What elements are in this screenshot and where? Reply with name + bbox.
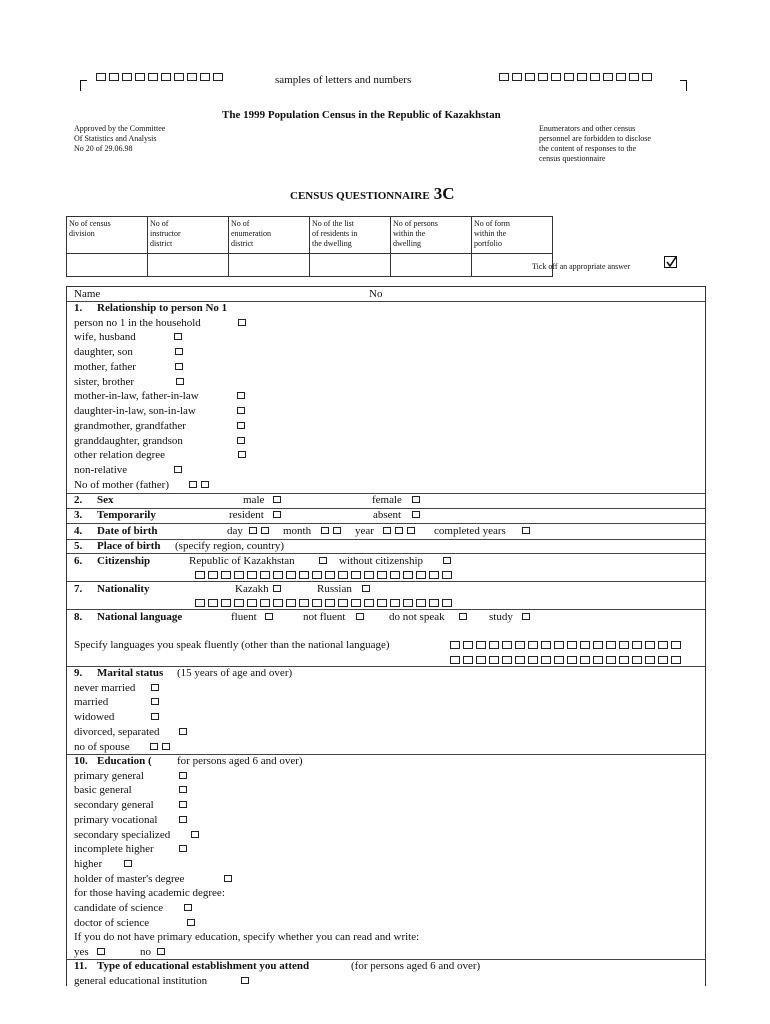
q10-checkbox[interactable] [187,919,195,926]
q9-checkbox[interactable] [162,743,170,750]
q1-option: No of mother (father) [74,479,169,491]
q6-number: 6. [74,555,83,567]
q11-option: general educational institution [74,975,208,987]
code-box[interactable] [312,571,322,579]
code-box[interactable] [619,641,629,649]
q10-option: secondary specialized [74,829,171,841]
q2-title: Sex [97,494,114,506]
q2-option-female: female [372,494,402,506]
code-box[interactable] [299,571,309,579]
code-box[interactable] [195,599,205,607]
code-box[interactable] [325,599,335,607]
col-line: district [150,239,173,248]
code-box[interactable] [554,641,564,649]
code-box[interactable] [416,599,426,607]
code-box[interactable] [476,641,486,649]
notice-line: the content of responses to the [539,144,637,153]
q3-number: 3. [74,509,83,521]
year-box[interactable] [407,527,415,534]
code-box[interactable] [541,641,551,649]
divider [67,581,705,582]
sample-box [538,73,548,81]
field-persons-in-dwelling[interactable] [391,254,472,277]
tick-instruction: Tick off an appropriate answer [532,262,631,271]
q5-title: Place of birth [97,540,161,552]
q10-checkbox[interactable] [179,772,187,779]
code-box[interactable] [671,641,681,649]
code-box[interactable] [632,641,642,649]
q1-checkbox[interactable] [189,481,197,488]
code-box[interactable] [208,571,218,579]
field-enumeration-district[interactable] [229,254,310,277]
code-box[interactable] [273,599,283,607]
q4-title: Date of birth [97,525,158,537]
code-box[interactable] [377,571,387,579]
code-box[interactable] [195,571,205,579]
identification-table [66,216,553,277]
approval-line: Approved by the Committee [74,124,166,133]
sample-box [122,73,132,81]
col-line: division [69,229,95,238]
q1-option: mother-in-law, father-in-law [74,390,199,402]
code-box[interactable] [442,599,452,607]
q8-title: National language [97,611,183,623]
q1-option: mother, father [74,361,136,373]
code-box[interactable] [528,656,538,664]
code-box[interactable] [351,571,361,579]
absent-checkbox[interactable] [412,511,420,518]
code-box[interactable] [338,599,348,607]
code-box[interactable] [364,571,374,579]
sample-box [590,73,600,81]
q9-option: divorced, separated [74,726,160,738]
samples-label: samples of letters and numbers [275,74,412,86]
q9-option: no of spouse [74,741,130,753]
q1-option: sister, brother [74,376,135,388]
code-box[interactable] [403,571,413,579]
code-box[interactable] [390,571,400,579]
col-line: dwelling [393,239,421,248]
q10-option: primary vocational [74,814,158,826]
code-box[interactable] [325,571,335,579]
col-line: enumeration [231,229,271,238]
q4-number: 4. [74,525,83,537]
sample-box [616,73,626,81]
col-form-in-portfolio [472,217,553,254]
col-instructor-district [148,217,229,254]
q10-checkbox[interactable] [179,816,187,823]
q1-checkbox[interactable] [237,392,245,399]
month-box[interactable] [321,527,329,534]
col-line: No of census [69,219,111,228]
code-box[interactable] [260,599,270,607]
q3-option-resident: resident [229,509,264,521]
nationality-kazakh-checkbox[interactable] [273,585,281,592]
divider [67,539,705,540]
q8-option-fluent: fluent [231,611,257,623]
sample-box [148,73,158,81]
q9-checkbox[interactable] [151,713,159,720]
q10-checkbox[interactable] [179,845,187,852]
q10-checkbox[interactable] [191,831,199,838]
col-list-of-residents [310,217,391,254]
not-fluent-checkbox[interactable] [356,613,364,620]
code-box[interactable] [658,641,668,649]
sample-letter-boxes [96,73,223,81]
sample-box [603,73,613,81]
questionnaire-title [290,184,454,204]
code-box[interactable] [403,599,413,607]
q9-checkbox[interactable] [151,698,159,705]
q5-number: 5. [74,540,83,552]
q8-specify: Specify languages you speak fluently (other than the national language) [74,639,390,651]
code-box[interactable] [442,571,452,579]
q9-note: (15 years of age and over) [177,667,293,679]
study-checkbox[interactable] [522,613,530,620]
col-line: instructor [150,229,181,238]
nationality-russian-checkbox[interactable] [362,585,370,592]
q9-number: 9. [74,667,83,679]
census-title: The 1999 Population Census in the Republic of Kazakhstan [222,109,501,121]
code-box[interactable] [338,571,348,579]
divider [67,609,705,610]
q1-number: 1. [74,302,83,314]
do-not-speak-checkbox[interactable] [459,613,467,620]
q7-option-kazakh: Kazakh [235,583,269,595]
notice-line: census questionnaire [539,154,606,163]
q1-checkbox[interactable] [237,437,245,444]
day-box[interactable] [249,527,257,534]
female-checkbox[interactable] [412,496,420,503]
q11-checkbox[interactable] [241,977,249,984]
q6-option-none: without citizenship [339,555,424,567]
citizenship-code-boxes[interactable] [195,571,452,579]
approval-note [74,124,165,154]
code-box[interactable] [619,656,629,664]
q2-number: 2. [74,494,83,506]
code-box[interactable] [234,599,244,607]
col-line: district [231,239,254,248]
sample-box [109,73,119,81]
sample-box [213,73,223,81]
q7-option-russian: Russian [317,583,352,595]
q10-checkbox[interactable] [179,786,187,793]
fluent-checkbox[interactable] [265,613,273,620]
q1-checkbox[interactable] [174,466,182,473]
field-census-division[interactable] [67,254,148,277]
q9-checkbox[interactable] [150,743,158,750]
sample-box [564,73,574,81]
code-box[interactable] [489,641,499,649]
q1-checkbox[interactable] [237,407,245,414]
month-box[interactable] [333,527,341,534]
day-box[interactable] [261,527,269,534]
q7-number: 7. [74,583,83,595]
code-box[interactable] [377,599,387,607]
code-box[interactable] [208,599,218,607]
no-label: No [369,288,383,300]
code-box[interactable] [593,641,603,649]
col-census-division [67,217,148,254]
notice-line: Enumerators and other census [539,124,636,133]
q6-title: Citizenship [97,555,151,567]
col-line: No of [150,219,169,228]
q1-checkbox[interactable] [201,481,209,488]
q1-option: other relation degree [74,449,166,461]
code-box[interactable] [450,656,460,664]
sample-box [96,73,106,81]
code-box[interactable] [247,571,257,579]
q4-month-label: month [283,525,312,537]
col-line: No of the list [312,219,354,228]
code-box[interactable] [312,599,322,607]
q4-year-label: year [355,525,374,537]
q10-note: for persons aged 6 and over) [177,755,303,767]
completed-years-box[interactable] [522,527,530,534]
sample-number-boxes [499,73,652,81]
checkmark-sample-icon [664,256,677,268]
code-box[interactable] [364,599,374,607]
code-box[interactable] [645,641,655,649]
code-box[interactable] [554,656,564,664]
q9-option: never married [74,682,136,694]
code-box[interactable] [416,571,426,579]
name-label: Name [74,288,101,300]
code-box[interactable] [580,656,590,664]
nationality-code-boxes[interactable] [195,599,452,607]
q11-number: 11. [74,960,88,972]
code-box[interactable] [234,571,244,579]
q1-option: daughter-in-law, son-in-law [74,405,196,417]
q10-academic-label: for those having academic degree: [74,887,225,899]
languages-code-boxes[interactable] [450,641,681,649]
sample-box [629,73,639,81]
col-line: within the [474,229,507,238]
q10-option: primary general [74,770,144,782]
code-box[interactable] [671,656,681,664]
q10-option: incomplete higher [74,843,154,855]
code-box[interactable] [260,571,270,579]
divider [67,523,705,524]
code-box[interactable] [541,656,551,664]
male-checkbox[interactable] [273,496,281,503]
q5-note: (specify region, country) [175,540,285,552]
q1-option: grandmother, grandfather [74,420,186,432]
q10-title: Education ( [97,755,152,767]
q8-option-not-fluent: not fluent [303,611,346,623]
code-box[interactable] [632,656,642,664]
q10-literacy-yes: yes [74,946,89,958]
code-box[interactable] [463,656,473,664]
code-box[interactable] [247,599,257,607]
q10-academic-option: candidate of science [74,902,164,914]
code-box[interactable] [286,599,296,607]
sample-box [161,73,171,81]
q9-title: Marital status [97,667,164,679]
code-box[interactable] [286,571,296,579]
code-box[interactable] [351,599,361,607]
col-line: No of form [474,219,510,228]
sample-box [551,73,561,81]
q10-checkbox[interactable] [179,801,187,808]
code-box[interactable] [515,641,525,649]
q1-checkbox[interactable] [175,348,183,355]
citizenship-none-checkbox[interactable] [443,557,451,564]
sample-box [135,73,145,81]
col-persons-in-dwelling [391,217,472,254]
code-box[interactable] [502,641,512,649]
sample-box [525,73,535,81]
q9-option: married [74,696,109,708]
field-instructor-district[interactable] [148,254,229,277]
q2-option-male: male [243,494,265,506]
divider [67,553,705,554]
q10-number: 10. [74,755,88,767]
code-box[interactable] [528,641,538,649]
literacy-no-checkbox[interactable] [157,948,165,955]
q1-title: Relationship to person No 1 [97,302,228,314]
corner-mark-right [680,80,687,91]
sample-box [187,73,197,81]
q8-number: 8. [74,611,83,623]
q6-option-kazakhstan: Republic of Kazakhstan [189,555,295,567]
sample-box [499,73,509,81]
q10-literacy-question: If you do not have primary education, specify whether you can read and write: [74,931,420,943]
q10-checkbox[interactable] [224,875,232,882]
q3-title: Temporarily [97,509,156,521]
literacy-yes-checkbox[interactable] [97,948,105,955]
field-list-of-residents[interactable] [310,254,391,277]
year-box[interactable] [395,527,403,534]
code-box[interactable] [429,599,439,607]
citizenship-kz-checkbox[interactable] [319,557,327,564]
code-box[interactable] [390,599,400,607]
q1-option: granddaughter, grandson [74,435,183,447]
col-line: within the [393,229,426,238]
q11-note: (for persons aged 6 and over) [351,960,481,972]
approval-line: No 20 of 29.06.98 [74,144,133,153]
q9-checkbox[interactable] [179,728,187,735]
code-box[interactable] [502,656,512,664]
questionnaire-form [66,286,706,986]
col-line: No of persons [393,219,438,228]
q4-day-label: day [227,525,243,537]
q1-option: person no 1 in the household [74,317,201,329]
notice-line: personnel are forbidden to disclose [539,134,651,143]
questionnaire-title-text: CENSUS QUESTIONNAIRE [290,190,430,202]
q11-title: Type of educational establishment you attend [97,960,310,972]
col-line: of residents in [312,229,358,238]
col-line: No of [231,219,250,228]
sample-box [512,73,522,81]
confidentiality-note [539,124,651,164]
q10-option: holder of master's degree [74,873,185,885]
code-box[interactable] [567,656,577,664]
questionnaire-code: 3C [433,184,455,203]
q1-checkbox[interactable] [176,378,184,385]
code-box[interactable] [476,656,486,664]
code-box[interactable] [489,656,499,664]
q3-option-absent: absent [373,509,402,521]
code-box[interactable] [450,641,460,649]
q10-checkbox[interactable] [184,904,192,911]
q1-checkbox[interactable] [238,319,246,326]
code-box[interactable] [515,656,525,664]
q9-checkbox[interactable] [151,684,159,691]
q8-option-study: study [489,611,513,623]
sample-box [174,73,184,81]
q1-checkbox[interactable] [237,422,245,429]
col-line: portfolio [474,239,502,248]
code-box[interactable] [273,571,283,579]
code-box[interactable] [580,641,590,649]
approval-line: Of Statistics and Analysis [74,134,157,143]
languages-code-boxes-2[interactable] [450,656,681,664]
resident-checkbox[interactable] [273,511,281,518]
q4-completed-label: completed years [434,525,506,537]
code-box[interactable] [221,571,231,579]
code-box[interactable] [606,641,616,649]
q10-option: basic general [74,784,132,796]
q9-option: widowed [74,711,115,723]
code-box[interactable] [299,599,309,607]
code-box[interactable] [567,641,577,649]
year-box[interactable] [383,527,391,534]
q10-option: higher [74,858,103,870]
code-box[interactable] [463,641,473,649]
q1-option: daughter, son [74,346,133,358]
q1-checkbox[interactable] [175,363,183,370]
q7-title: Nationality [97,583,150,595]
q10-literacy-no: no [140,946,151,958]
q8-option-do-not-speak: do not speak [389,611,445,623]
code-box[interactable] [429,571,439,579]
q10-option: secondary general [74,799,154,811]
q1-checkbox[interactable] [238,451,246,458]
code-box[interactable] [593,656,603,664]
code-box[interactable] [606,656,616,664]
corner-mark-left [80,80,87,91]
sample-box [200,73,210,81]
col-line: the dwelling [312,239,352,248]
divider [67,754,705,755]
q1-option: non-relative [74,464,128,476]
col-enumeration-district [229,217,310,254]
q10-academic-option: doctor of science [74,917,150,929]
code-box[interactable] [645,656,655,664]
q1-option: wife, husband [74,331,136,343]
code-box[interactable] [221,599,231,607]
q1-checkbox[interactable] [174,333,182,340]
code-box[interactable] [658,656,668,664]
q10-checkbox[interactable] [124,860,132,867]
sample-box [577,73,587,81]
sample-box [642,73,652,81]
